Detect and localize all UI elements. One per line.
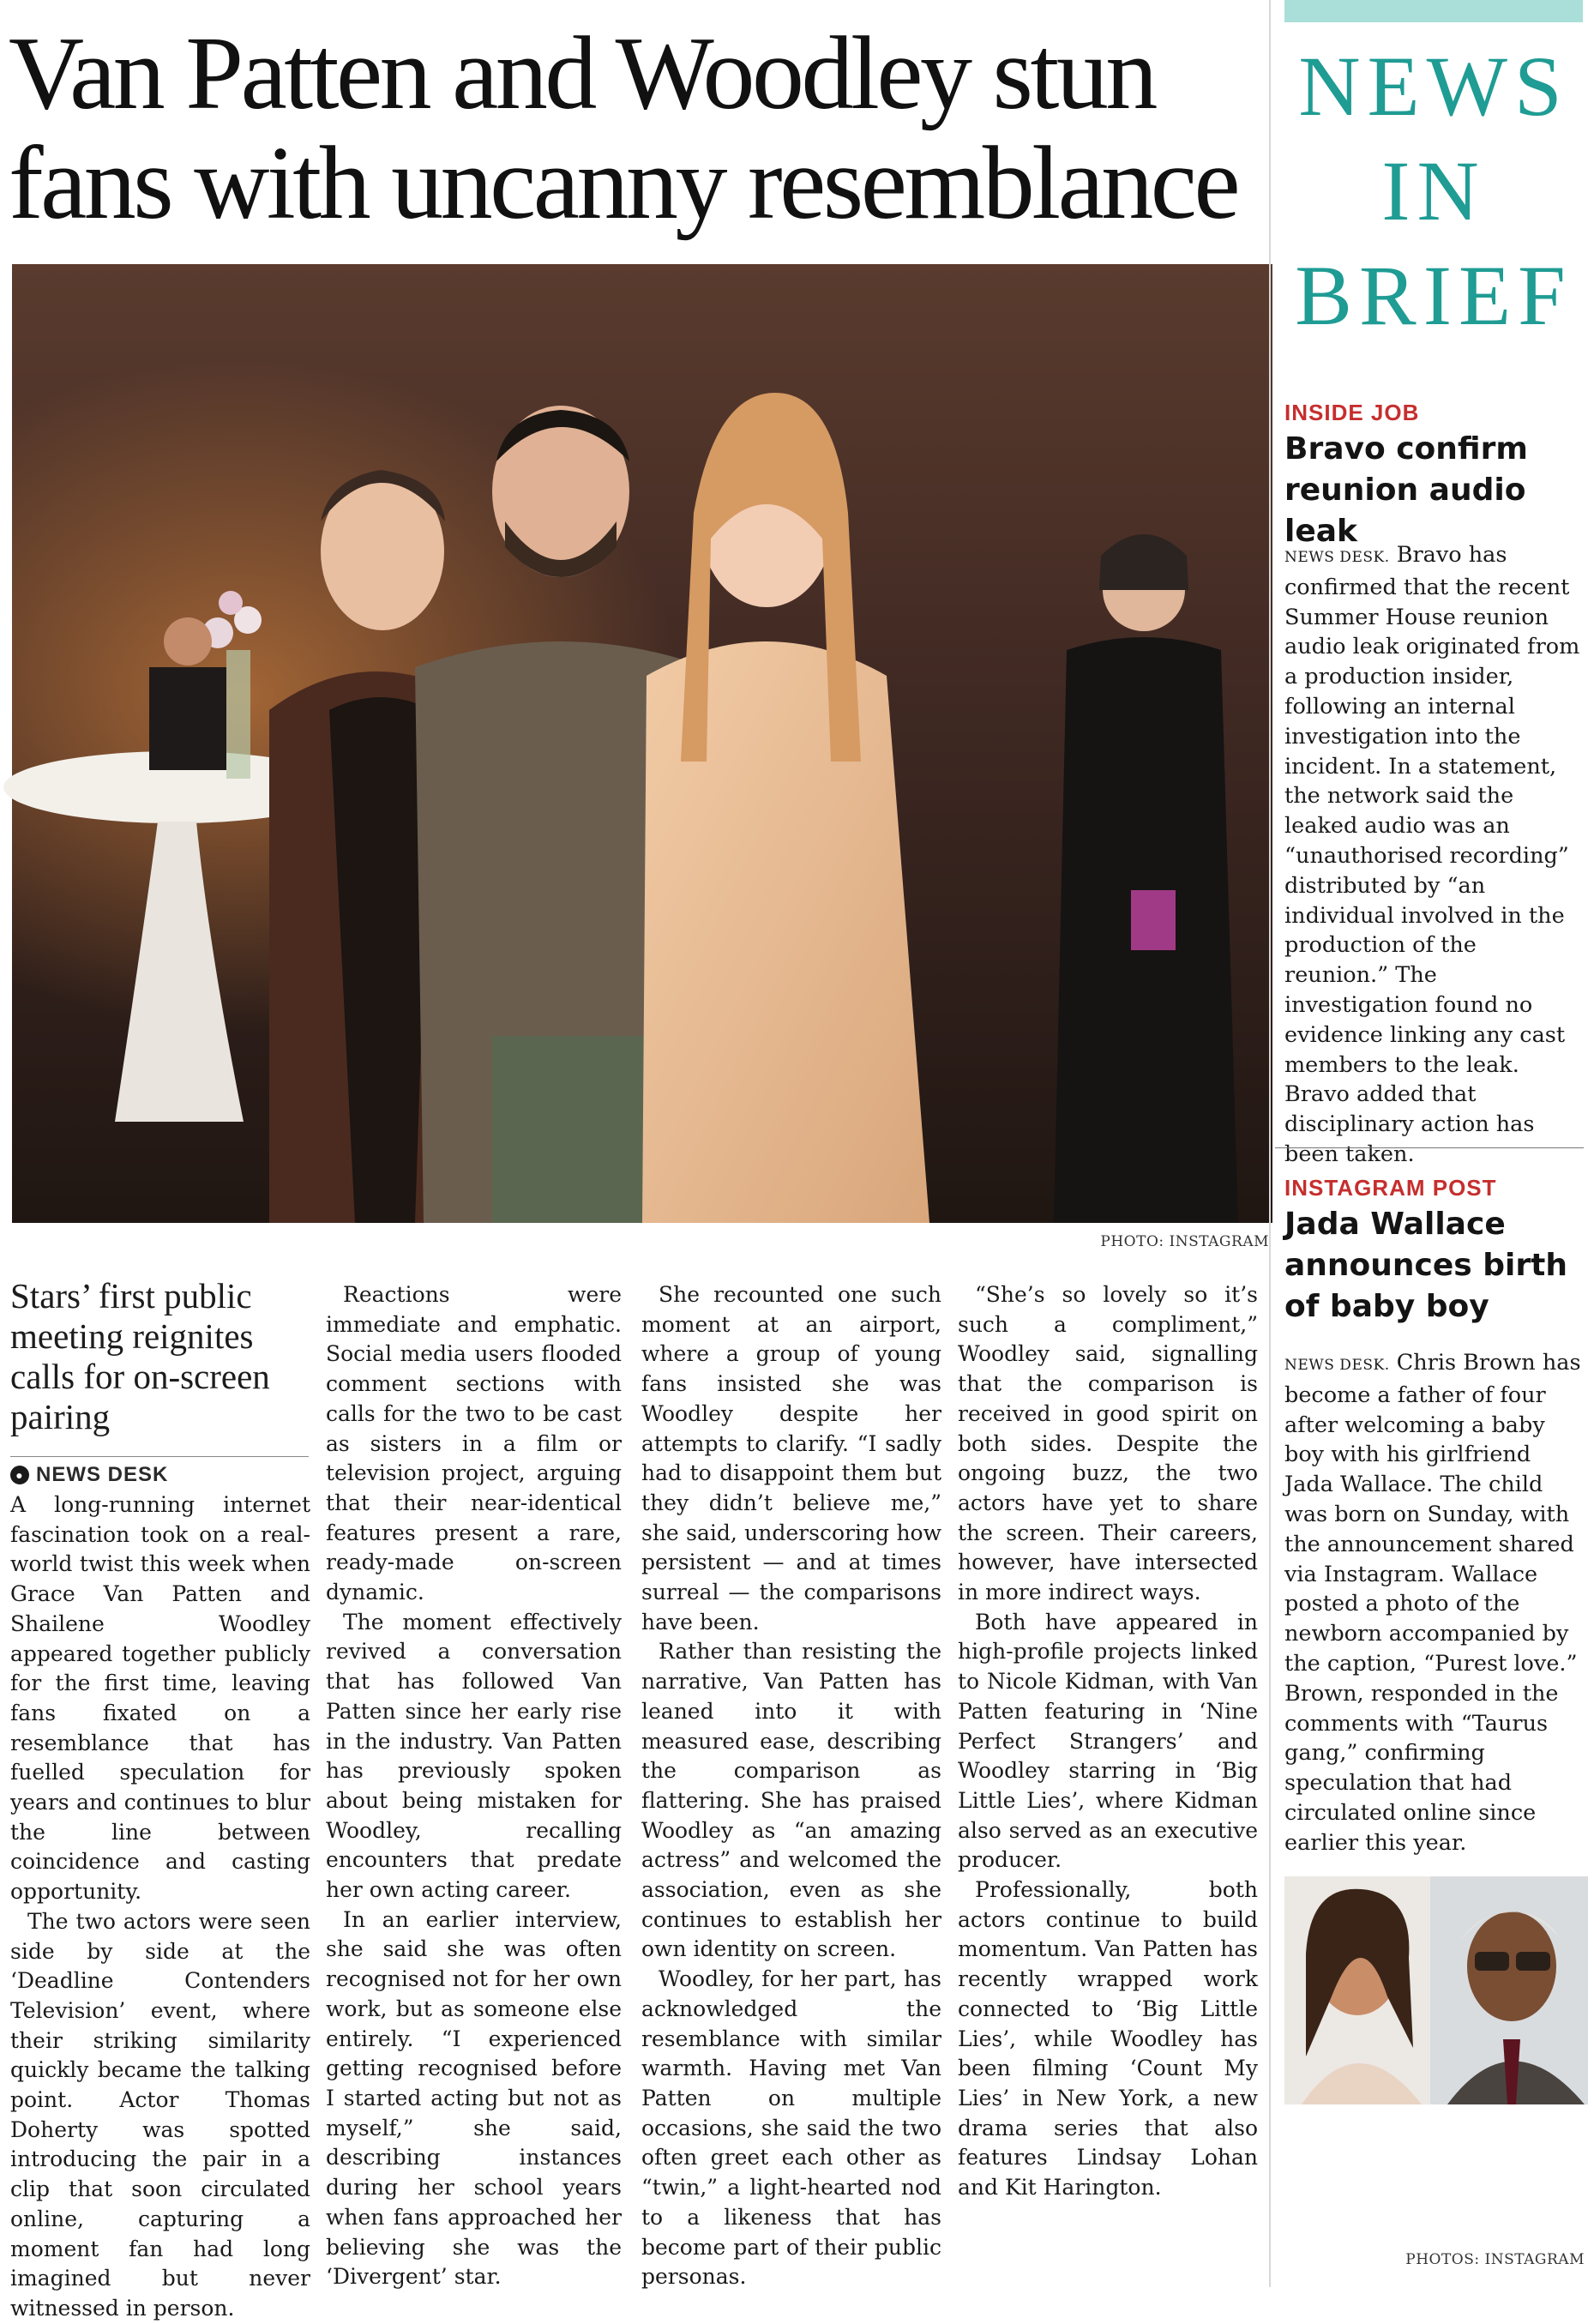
brief-title-line: IN — [1381, 143, 1486, 238]
brief-desk: NEWS DESK. — [1284, 1357, 1390, 1374]
brief-headline: Jada Wallace announces birth of baby boy — [1284, 1207, 1567, 1324]
article-column-2 — [326, 1280, 622, 2290]
brief-headline: Bravo confirm reunion audio leak — [1284, 431, 1528, 549]
news-in-brief-title — [1284, 34, 1583, 348]
article-paragraph: Professionally, both actors continue to build momentum. Van Patten has recently wrapped work connected to ‘Big Little Lies’, while Woodley has been filming ‘Count My Lies’ in New York, a new drama series that also features Lindsay Lohan and Kit Harington. — [958, 1877, 1258, 2201]
article-column-4 — [958, 1280, 1258, 2259]
brief-text: Bravo has confirmed that the recent Summer House reunion audio leak originated from a production insider, following an internal investigation into the incident. In a statement, the network said the leaked audio was an “unauthorised recording” distributed by “an individual involved in the production of the reunion.” The investigation found no evidence linking any cast members to the leak. Bravo added that disciplinary action has been taken. — [1284, 542, 1580, 1167]
main-photo — [12, 264, 1272, 1223]
article-paragraph: Reactions were immediate and emphatic. Social media users flooded comment sections with calls for the two to be cast as sisters in a film or television project, arguing that their near-identical features present a rare, ready-made on-screen dynamic. — [326, 1282, 622, 1605]
brief-kicker: INSTAGRAM POST — [1284, 1175, 1497, 1201]
article-paragraph: Rather than resisting the narrative, Van Patten has leaned into it with measured ease, describing the comparison as flattering. She has praised Woodley as “an amazing actress” and welcomed the association, even as she continues to establish her own identity on screen. — [641, 1639, 941, 1962]
article-paragraph: Both have appeared in high-profile projects linked to Nicole Kidman, with Van Patten featuring in ‘Nine Perfect Strangers’ and Woodley starring in ‘Big Little Lies’, where Kidman also served as an executive producer. — [958, 1609, 1258, 1873]
story-deck: Stars’ first public meeting reignites calls for on-screen pairing — [10, 1276, 270, 1436]
article-paragraph: The two actors were seen side by side at the ‘Deadline Contenders Television’ event, where their striking similarity quickly became the talking point. Actor Thomas Doherty was spotted introducing the pair in a clip that soon circulated online, capturing a moment fan had long imagined but never witnessed in person. — [10, 1908, 310, 2321]
newsdesk-logo-icon: ● — [10, 1466, 29, 1484]
article-paragraph: Woodley, for her part, has acknowledged the resemblance with similar warmth. Having met Van Patten on multiple occasions, she said the two often greet each other as “twin,” a light-hearted nod to a likeness that has become part of their public personas. — [641, 1966, 941, 2290]
brief-desk: NEWS DESK. — [1284, 549, 1390, 566]
article-column-3 — [641, 1280, 941, 2290]
brief-title-line: BRIEF — [1295, 248, 1573, 343]
brief-body — [1284, 1348, 1585, 1858]
brief-accent-bar — [1284, 0, 1583, 22]
brief-photo — [1284, 1876, 1588, 2104]
brief-photo-credit: PHOTOS: INSTAGRAM — [1405, 2251, 1585, 2268]
byline-text: NEWS DESK — [36, 1463, 169, 1486]
column-divider — [1269, 0, 1271, 2287]
brief-text: Chris Brown has become a father of four after welcoming a baby boy with his girlfriend Jada Wallace. The child was born on Sunday, with the announcement shared via Instagram. Wallace posted a photo of the newborn accompanied by the caption, “Purest love.” Brown, responded in the comments with “Taurus gang,” confirming speculation that had circulated online since earlier this year. — [1284, 1350, 1581, 1856]
brief-title-line: NEWS — [1298, 39, 1569, 134]
main-photo-credit: PHOTO: INSTAGRAM — [1100, 1233, 1269, 1250]
article-column-1 — [10, 1490, 310, 2321]
brief-divider — [1275, 1147, 1584, 1148]
article-paragraph: The moment effectively revived a conversation that has followed Van Patten since her early rise in the industry. Van Patten has previously spoken about being mistaken for Woodley, recalling encounters that predate her own acting career. — [326, 1609, 622, 1903]
article-paragraph: She recounted one such moment at an airport, where a group of young fans insisted she was Woodley despite her attempts to clarify. “I sadly had to disappoint them but they didn’t believe me,” she said, underscoring how persistent — and at times surreal — the comparisons have been. — [641, 1282, 941, 1635]
article-paragraph: A long-running internet fascination took on a real-world twist this week when Grace Van Patten and Shailene Woodley appeared together publicly for the first time, leaving fans fixated on a resemblance that has fuelled speculation for years and continues to blur the line between coincidence and casting opportunity. — [10, 1492, 310, 1905]
main-headline: Van Patten and Woodley stun fans with uncanny resemblance — [9, 15, 1238, 241]
article-paragraph: In an earlier interview, she said she was often recognised not for her own work, but as someone else entirely. “I experienced getting recognised before I started acting but not as myself,” she said, describing instances during her school years when fans approached her believing she was the ‘Divergent’ star. — [326, 1906, 622, 2290]
brief-kicker: INSIDE JOB — [1284, 400, 1420, 425]
byline — [10, 1463, 168, 1487]
article-paragraph: “She’s so lovely so it’s such a compliment,” Woodley said, signalling that the comparison is received in good spirit on both sides. Despite the ongoing buzz, the two actors have yet to share the screen. Their careers, however, have intersected in more indirect ways. — [958, 1282, 1258, 1605]
deck-divider — [10, 1456, 309, 1457]
brief-body — [1284, 540, 1585, 1170]
